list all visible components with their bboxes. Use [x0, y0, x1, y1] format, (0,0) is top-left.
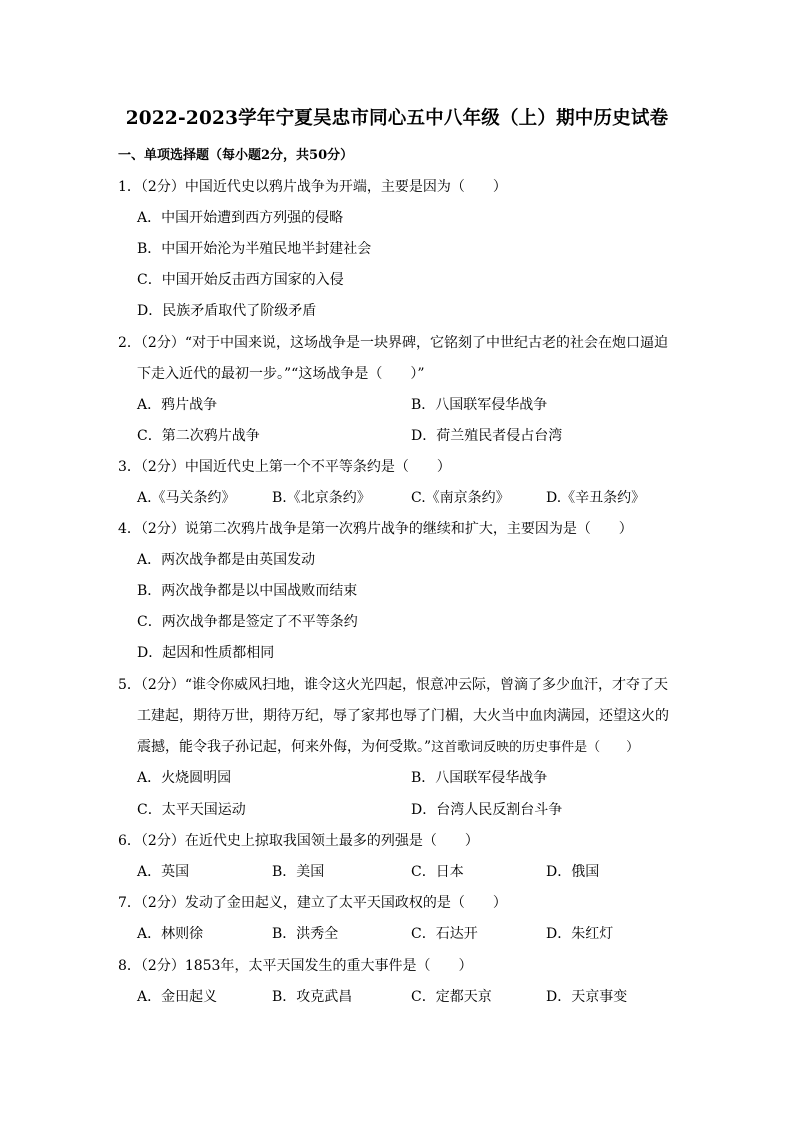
question-7-option-a[interactable]: A．林则徐 — [137, 926, 204, 942]
question-5-stem-line-2: 工建起，期待万世，期待万纪，辱了家邦也辱了门楣，大火当中血肉满园，还望这火的 — [137, 708, 669, 724]
question-7-option-d[interactable]: D．朱红灯 — [546, 926, 614, 942]
question-8-option-a[interactable]: A．金田起义 — [137, 989, 218, 1005]
question-6-option-b[interactable]: B．美国 — [272, 864, 325, 880]
question-2-option-d[interactable]: D．荷兰殖民者侵占台湾 — [411, 428, 563, 444]
question-8-option-d[interactable]: D．天京事变 — [546, 989, 628, 1005]
question-1-stem: 1．（2分）中国近代史以鸦片战争为开端，主要是因为（ ） — [118, 179, 507, 195]
question-1-option-c[interactable]: C．中国开始反击西方国家的入侵 — [137, 272, 344, 288]
question-8-option-c[interactable]: C．定都天京 — [411, 989, 492, 1005]
question-6-option-c[interactable]: C．日本 — [411, 864, 464, 880]
question-6-option-a[interactable]: A．英国 — [137, 864, 190, 880]
question-2-option-c[interactable]: C．第二次鸦片战争 — [137, 428, 260, 444]
question-8-stem: 8．（2分）1853年，太平天国发生的重大事件是（ ） — [118, 958, 473, 974]
question-4-stem: 4．（2分）说第二次鸦片战争是第一次鸦片战争的继续和扩大，主要因为是（ ） — [118, 521, 633, 537]
question-5-stem-line-1: 5．（2分）“谁令你威风扫地，谁令这火光四起，恨意冲云际，曾滴了多少血汗，才夺了天 — [118, 677, 668, 693]
question-4-option-d[interactable]: D．起因和性质都相同 — [137, 645, 275, 661]
question-2-option-a[interactable]: A．鸦片战争 — [137, 397, 218, 413]
question-3-option-b[interactable]: B.《北京条约》 — [272, 490, 371, 506]
question-3-option-c[interactable]: C.《南京条约》 — [411, 490, 510, 506]
question-6-option-d[interactable]: D．俄国 — [546, 864, 600, 880]
question-5-quote-end: 震撼，能令我子孙记起，何来外侮，为何受欺。” — [137, 739, 432, 755]
question-5-prompt: 这首歌词反映的历史事件是（ ） — [431, 740, 640, 755]
question-4-option-a[interactable]: A．两次战争都是由英国发动 — [137, 552, 316, 568]
question-7-option-b[interactable]: B．洪秀全 — [272, 926, 339, 942]
question-3-stem: 3．（2分）中国近代史上第一个不平等条约是（ ） — [118, 459, 451, 475]
question-7-stem: 7．（2分）发动了金田起义，建立了太平天国政权的是（ ） — [118, 895, 507, 911]
question-3-option-a[interactable]: A.《马关条约》 — [137, 490, 236, 506]
question-7-option-c[interactable]: C．石达开 — [411, 926, 478, 942]
question-1-option-a[interactable]: A．中国开始遭到西方列强的侵略 — [137, 210, 344, 226]
question-1-option-b[interactable]: B．中国开始沦为半殖民地半封建社会 — [137, 241, 372, 257]
question-2-stem-line-2: 下走入近代的最初一步。”“这场战争是（ ）” — [137, 366, 425, 382]
page-title: 2022-2023学年宁夏吴忠市同心五中八年级（上）期中历史试卷 — [125, 108, 669, 129]
question-1-option-d[interactable]: D．民族矛盾取代了阶级矛盾 — [137, 303, 317, 319]
question-2-stem-line-1: 2．（2分）“对于中国来说，这场战争是一块界碑，它铭刻了中世纪古老的社会在炮口逼迫 — [118, 335, 668, 351]
question-5-option-b[interactable]: B．八国联军侵华战争 — [411, 770, 548, 786]
question-5-option-a[interactable]: A．火烧圆明园 — [137, 770, 232, 786]
section-heading: 一、单项选择题（每小题2分，共50分） — [118, 148, 354, 163]
question-2-option-b[interactable]: B．八国联军侵华战争 — [411, 397, 548, 413]
question-5-option-d[interactable]: D．台湾人民反割台斗争 — [411, 802, 563, 818]
question-5-stem-line-3 — [137, 736, 639, 756]
question-3-option-d[interactable]: D.《辛丑条约》 — [546, 490, 646, 506]
question-8-option-b[interactable]: B．攻克武昌 — [272, 989, 353, 1005]
question-4-option-c[interactable]: C．两次战争都是签定了不平等条约 — [137, 614, 358, 630]
question-6-stem: 6．（2分）在近代史上掠取我国领土最多的列强是（ ） — [118, 833, 479, 849]
question-4-option-b[interactable]: B．两次战争都是以中国战败而结束 — [137, 583, 358, 599]
question-5-option-c[interactable]: C．太平天国运动 — [137, 802, 246, 818]
